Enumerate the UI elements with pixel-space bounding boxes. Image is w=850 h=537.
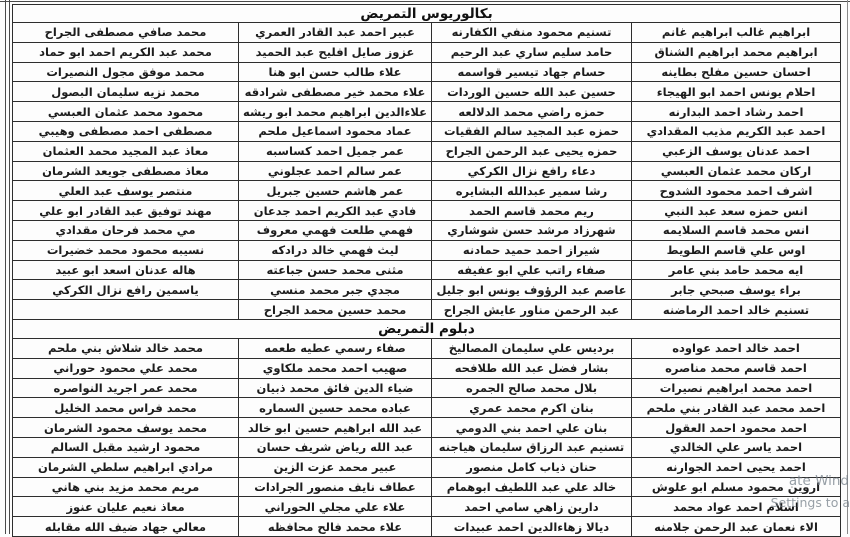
- table-row: [13, 378, 841, 398]
- student-name-cell: عبد الرحمن مناور عايش الجراح: [432, 300, 632, 320]
- page-right-border: [847, 0, 848, 534]
- student-name-cell: مصطفى احمد مصطفى وهيبي: [13, 121, 239, 141]
- student-name-cell: اروين محمود مسلم ابو علوش: [632, 477, 841, 497]
- student-name-cell: عماد محمود اسماعيل ملحم: [239, 121, 432, 141]
- student-name-cell: حمزه راضي محمد الدلالعه: [432, 102, 632, 122]
- table-row: [13, 300, 841, 320]
- student-name-cell: محمد علي محمود حوراني: [13, 358, 239, 378]
- table-row: [13, 102, 841, 122]
- student-name-cell: عباده محمد حسين السماره: [239, 398, 432, 418]
- table-row: [13, 457, 841, 477]
- student-name-cell: اشرف احمد محمود الشدوح: [632, 181, 841, 201]
- student-name-cell: صهيب احمد محمد ملكاوي: [239, 358, 432, 378]
- student-name-cell: احمد عدنان يوسف الزعبي: [632, 141, 841, 161]
- table-row: [13, 437, 841, 457]
- student-name-cell: هاله عدنان اسعد ابو عبيد: [13, 260, 239, 280]
- student-name-cell: بنان علي احمد بني الدومي: [432, 418, 632, 438]
- student-name-cell: نسيبه محمود محمد خضيرات: [13, 240, 239, 260]
- table-row: [13, 181, 841, 201]
- table-row: [13, 62, 841, 82]
- student-name-cell: احمد عبد الكريم مذيب المقدادي: [632, 121, 841, 141]
- diploma-section-header-row: [13, 319, 841, 338]
- student-name-cell: حامد سليم ساري عبد الرحيم: [432, 42, 632, 62]
- student-name-cell: محمد حسين محمد الجراح: [239, 300, 432, 320]
- student-name-cell: ابراهيم محمد ابراهيم الشناق: [632, 42, 841, 62]
- student-name-cell: علاء محمد خير مصطفى شرادقه: [239, 82, 432, 102]
- student-name-cell: اركان محمد عثمان العبسي: [632, 161, 841, 181]
- student-name-cell: تسنيم خالد احمد الرماضنه: [632, 300, 841, 320]
- student-name-cell: انس حمزه سعد عبد النبي: [632, 201, 841, 221]
- student-name-cell: محمود ارشيد مقبل السالم: [13, 437, 239, 457]
- student-name-cell: عبير محمد عزت الزين: [239, 457, 432, 477]
- student-name-cell: صفاء رسمي عطيه طعمه: [239, 338, 432, 358]
- windows-activation-watermark-line1: ate Wind: [788, 473, 849, 489]
- student-name-cell: حمزه عبد المجيد سالم الفقيات: [432, 121, 632, 141]
- student-name-cell: ريم محمد قاسم الحمد: [432, 201, 632, 221]
- student-name-cell: برديس علي سليمان المصاليخ: [432, 338, 632, 358]
- table-row: [13, 220, 841, 240]
- student-name-cell: معالي جهاد ضيف الله مقابله: [13, 517, 239, 537]
- student-name-cell: احمد قاسم محمد مناصره: [632, 358, 841, 378]
- student-name-cell: حمزه يحيى عبد الرحمن الجراح: [432, 141, 632, 161]
- student-name-cell: محمد فراس محمد الخليل: [13, 398, 239, 418]
- student-name-cell: عطاف نايف منصور الجرادات: [239, 477, 432, 497]
- bachelor-section-body: [13, 23, 841, 320]
- student-name-cell: ابراهيم غالب ابراهيم غانم: [632, 23, 841, 43]
- student-name-cell: محمود محمد عثمان العبسي: [13, 102, 239, 122]
- student-name-cell: احمد خالد احمد عواوده: [632, 338, 841, 358]
- student-name-cell: حسين عبد الله حسين الوردات: [432, 82, 632, 102]
- student-name-cell: محمد عمر اجريد النواصره: [13, 378, 239, 398]
- student-name-cell: عمر هاشم حسين جبريل: [239, 181, 432, 201]
- student-name-cell: محمد عبد الكريم احمد ابو حماد: [13, 42, 239, 62]
- student-name-cell: مهند توفيق عبد القادر ابو علي: [13, 201, 239, 221]
- windows-activation-watermark-line2: Settings to a: [770, 495, 850, 510]
- student-name-cell: احلام يونس احمد ابو الهيجاء: [632, 82, 841, 102]
- student-name-cell: مجدي جبر محمد منسي: [239, 280, 432, 300]
- table-row: [13, 338, 841, 358]
- student-name-cell: انس محمد قاسم السلايمه: [632, 220, 841, 240]
- diploma-section-body: [13, 338, 841, 536]
- student-name-cell: شهرزاد مرشد حسن شوشاري: [432, 220, 632, 240]
- student-name-cell: بلال محمد صالح الجمره: [432, 378, 632, 398]
- student-name-cell: دارين زاهي سامي احمد: [432, 497, 632, 517]
- student-name-cell: حسام جهاد تيسير قواسمه: [432, 62, 632, 82]
- student-name-cell: فادي عبد الكريم احمد جدعان: [239, 201, 432, 221]
- student-name-cell: عاصم عبد الرؤوف يونس ابو جليل: [432, 280, 632, 300]
- student-name-cell: محمد يوسف محمود الشرمان: [13, 418, 239, 438]
- student-name-cell: محمد خالد شلاش بني ملحم: [13, 338, 239, 358]
- table-row: [13, 477, 841, 497]
- student-name-cell: مريم محمد مزيد بني هاني: [13, 477, 239, 497]
- student-name-cell: علاءالدين ابراهيم محمد ابو ريشه: [239, 102, 432, 122]
- table-row: [13, 161, 841, 181]
- student-name-cell: حنان ذياب كامل منصور: [432, 457, 632, 477]
- student-name-cell: احمد ياسر علي الخالدي: [632, 437, 841, 457]
- student-name-cell: معاذ نعيم عليان عنوز: [13, 497, 239, 517]
- student-name-cell: ديالا زهاءالدين احمد عبيدات: [432, 517, 632, 537]
- student-name-cell: احمد يحيى احمد الجوارنه: [632, 457, 841, 477]
- student-name-cell: تسنيم عبد الرزاق سليمان هياجنه: [432, 437, 632, 457]
- student-name-cell: احمد محمد ابراهيم نصيرات: [632, 378, 841, 398]
- student-name-cell: عبير احمد عبد القادر العمري: [239, 23, 432, 43]
- table-row: [13, 141, 841, 161]
- student-name-cell: الاء نعمان عبد الرحمن جلامنه: [632, 517, 841, 537]
- student-name-cell: عبد الله ابراهيم حسين ابو خالد: [239, 418, 432, 438]
- student-name-cell: احسان حسين مفلح بطاينه: [632, 62, 841, 82]
- graduates-table: [12, 4, 841, 537]
- bachelor-section-title: بكالوريوس التمريض: [13, 5, 841, 23]
- student-name-cell: مثنى محمد حسن جباعته: [239, 260, 432, 280]
- bachelor-section-header-row: [13, 5, 841, 23]
- table-row: [13, 280, 841, 300]
- student-name-cell: ليث فهمي خالد درادكه: [239, 240, 432, 260]
- student-name-cell: احمد رشاد احمد البدارنه: [632, 102, 841, 122]
- student-name-cell: مي محمد فرحان مقدادي: [13, 220, 239, 240]
- student-name-cell: بنان اكرم محمد عمري: [432, 398, 632, 418]
- table-row: [13, 201, 841, 221]
- student-name-cell: بشار فضل عبد الله طلافحه: [432, 358, 632, 378]
- student-name-cell: علاء طالب حسن ابو هنا: [239, 62, 432, 82]
- table-row: [13, 497, 841, 517]
- student-name-cell: محمد موفق مجول النصيرات: [13, 62, 239, 82]
- table-row: [13, 121, 841, 141]
- student-name-cell: علاء علي مجلي الحوراني: [239, 497, 432, 517]
- table-row: [13, 240, 841, 260]
- student-name-cell: فهمي طلعت فهمي معروف: [239, 220, 432, 240]
- student-name-cell: عمر سالم احمد عجلوني: [239, 161, 432, 181]
- student-name-cell: براء يوسف صبحي جابر: [632, 280, 841, 300]
- student-name-cell: علاء محمد فالح محافظه: [239, 517, 432, 537]
- student-name-cell: دعاء رافع نزال الكركي: [432, 161, 632, 181]
- page-left-border-inner: [9, 0, 10, 534]
- student-name-cell: محمد صافي مصطفى الجراح: [13, 23, 239, 43]
- student-name-cell: احمد محمود احمد العقول: [632, 418, 841, 438]
- student-name-cell: اسلام احمد عواد محمد: [632, 497, 841, 517]
- student-name-cell: شيراز احمد حميد حمادنه: [432, 240, 632, 260]
- student-name-cell: معاذ مصطفى جويعد الشرمان: [13, 161, 239, 181]
- student-name-cell: معاذ عبد المجيد محمد العثمان: [13, 141, 239, 161]
- student-name-cell: مرادي ابراهيم سلطي الشرمان: [13, 457, 239, 477]
- student-name-cell: تسنيم محمود منفي الكفارنه: [432, 23, 632, 43]
- student-name-cell: خالد علي عبد اللطيف ابوهمام: [432, 477, 632, 497]
- student-name-cell: عزوز صايل افليح عبد الحميد: [239, 42, 432, 62]
- table-row: [13, 517, 841, 537]
- student-name-cell: احمد محمد عبد القادر بني ملحم: [632, 398, 841, 418]
- student-name-cell: منتصر يوسف عبد العلي: [13, 181, 239, 201]
- table-row: [13, 260, 841, 280]
- table-row: [13, 82, 841, 102]
- table-row: [13, 418, 841, 438]
- student-name-cell: عبد الله رياض شريف حسان: [239, 437, 432, 457]
- student-name-cell: ضياء الدين فائق محمد ذبيان: [239, 378, 432, 398]
- student-name-cell: رشا سمير عبدالله البشايره: [432, 181, 632, 201]
- student-name-cell: ايه محمد حامد بني عامر: [632, 260, 841, 280]
- student-name-cell: محمد نزيه سليمان البصول: [13, 82, 239, 102]
- table-row: [13, 358, 841, 378]
- student-name-cell: [13, 300, 239, 320]
- page-top-border: [0, 1, 850, 2]
- student-name-cell: صفاء راتب علي ابو عفيفه: [432, 260, 632, 280]
- table-row: [13, 23, 841, 43]
- student-name-cell: اوس علي قاسم الطويط: [632, 240, 841, 260]
- diploma-section-title: دبلوم التمريض: [13, 319, 841, 338]
- table-row: [13, 398, 841, 418]
- page-left-border-outer: [5, 0, 6, 534]
- student-name-cell: ياسمين رافع نزال الكركي: [13, 280, 239, 300]
- table-row: [13, 42, 841, 62]
- student-name-cell: عمر جميل احمد كساسبه: [239, 141, 432, 161]
